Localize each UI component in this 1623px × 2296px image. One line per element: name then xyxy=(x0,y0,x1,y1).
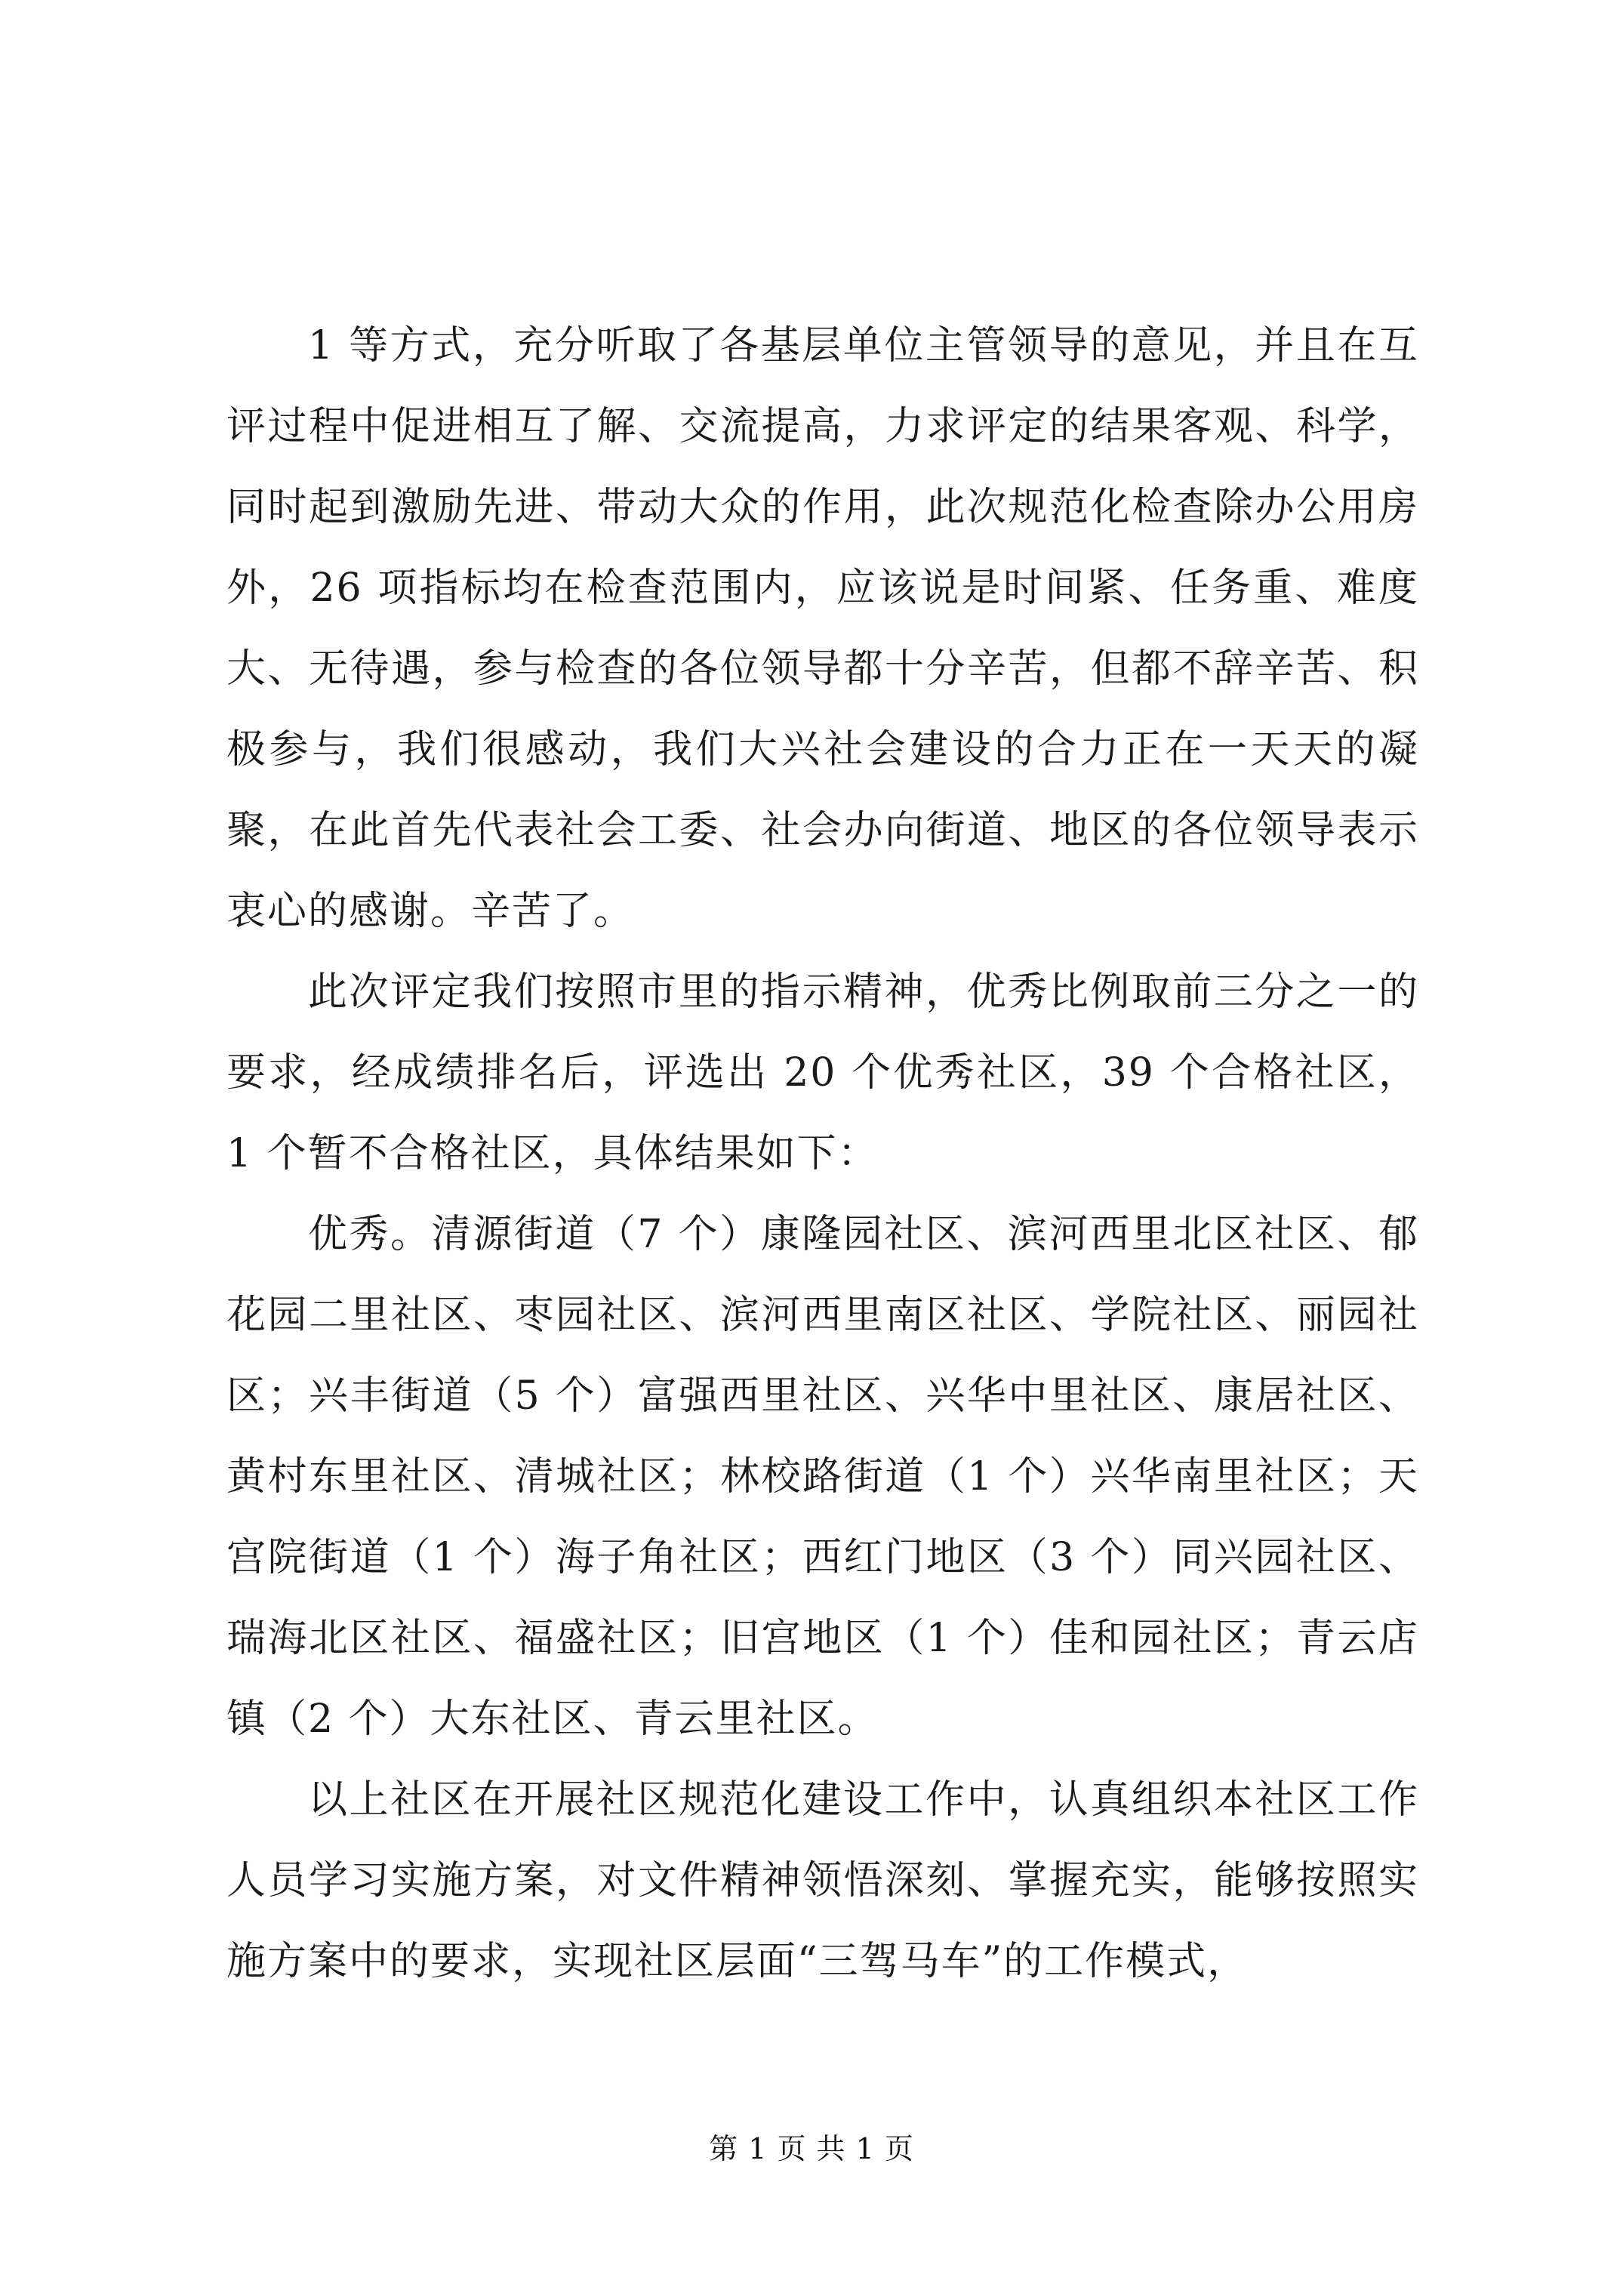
page-footer: 第 1 页 共 1 页 xyxy=(709,2132,914,2165)
paragraph-4: 以上社区在开展社区规范化建设工作中，认真组织本社区工作人员学习实施方案，对文件精神领悟深刻、掌握充实，能够按照实施方案中的要求，实现社区层面“三驾马车”的工作模式， xyxy=(226,1777,1419,1984)
paragraph-1: 1 等方式，充分听取了各基层单位主管领导的意见，并且在互评过程中促进相互了解、交流提高，力求评定的结果客观、科学，同时起到激励先进、带动大众的作用，此次规范化检查除办公用房外，26 项指标均在检查范围内，应该说是时间紧、任务重、难度大、无待遇，参与检查的各位领导都十分辛苦，但都不辞辛苦、积极参与，我们很感动，我们大兴社会建设的合力正在一天天的凝聚，在此首先代表社会工委、社会办向街道、地区的各位领导表示衷心的感谢。辛苦了。 xyxy=(226,323,1419,934)
paragraph-2: 此次评定我们按照市里的指示精神，优秀比例取前三分之一的要求，经成绩排名后，评选出 20 个优秀社区，39 个合格社区，1 个暂不合格社区，具体结果如下： xyxy=(226,969,1419,1176)
paragraph-3: 优秀。清源街道（7 个）康隆园社区、滨河西里北区社区、郁花园二里社区、枣园社区、滨河西里南区社区、学院社区、丽园社区；兴丰街道（5 个）富强西里社区、兴华中里社区、康居社区、黄村东里社区、清城社区；林校路街道（1 个）兴华南里社区；天宫院街道（1 个）海子角社区；西红门地区（3 个）同兴园社区、瑞海北区社区、福盛社区；旧宫地区（1 个）佳和园社区；青云店镇（2 个）大东社区、青云里社区。 xyxy=(226,1212,1419,1742)
document-body xyxy=(226,306,1419,2002)
